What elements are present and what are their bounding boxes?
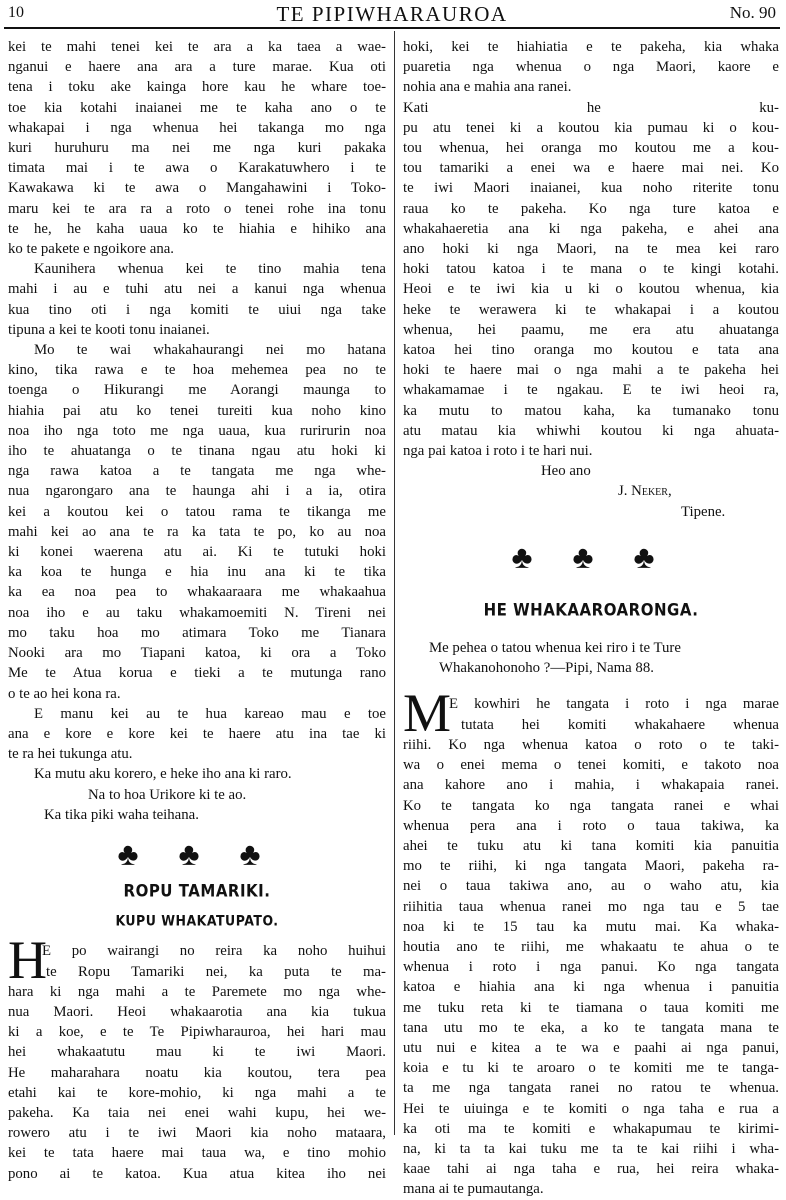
text-line: toe kia kotahi inaianei me te kaha ano o te: [8, 99, 386, 116]
text-line: kaae tahi ai nga taha e rua, hei reira whaka-: [403, 1161, 779, 1178]
text-line: kino, tika rawa e te hoa mehemea pea no te: [8, 362, 386, 379]
text-line: mahi kei ao ana te ra ka tata te po, ko au noa: [8, 523, 386, 540]
text-line: ko te pakete e ngoikore ana.: [8, 241, 174, 258]
column-divider: [394, 31, 395, 1135]
text-line: o te ao hei kona ra.: [8, 685, 121, 702]
text-line: ka ea noa pea to whakaaraara me whakaahua: [8, 584, 386, 601]
text-line: raua ko te pakeha. Ko nga ture katoa e: [403, 200, 779, 217]
text-line: hei whakaatutu mau ki te iwi Maori.: [8, 1044, 386, 1061]
epigraph-line-1: Me pehea o tatou whenua kei riro i te Ture: [429, 640, 681, 657]
section-heading-he-whakaaroaronga: HE WHAKAAROARONGA.: [483, 599, 699, 621]
text-line: te ra hei tukunga atu.: [8, 746, 133, 763]
page-number: 10: [8, 4, 24, 21]
text-line: ki a koe, e te Te Pipiwharauroa, hei hari mau: [8, 1024, 386, 1041]
closing-line-2: Na to hoa Urikore ki te ao.: [88, 786, 247, 803]
text-line: noa iho e au taku whakamoemiti N. Tireni nei: [8, 604, 386, 621]
text-line: kuri huruhuru ma nei me nga kuri pakaka: [8, 140, 386, 157]
text-line: atu matau kia whiwhi koutou ki nga ahuata-: [403, 422, 779, 439]
masthead-title: TE PIPIWHARAUROA: [276, 2, 508, 26]
right-paragraph-1-cont: [403, 98, 779, 462]
text-line: tou whenua, hei oranga mo koutou me a kou-: [403, 140, 779, 157]
signature-title: Tipene.: [681, 503, 726, 520]
club-ornament-icon: ♣ ♣ ♣: [117, 835, 277, 872]
text-line: me tuku reta ki te tiamana o taua komiti me: [403, 999, 779, 1016]
text-line: nua Maori. Heoi whakaarotia ana kia tukua: [8, 1003, 386, 1020]
text-line: riihitia taua whenua ranei mo nga tau e 5 tae: [403, 898, 779, 915]
text-line: ana kahore ano i mahia, i whakapaia ranei.: [403, 777, 779, 794]
text-line: whenua, hei paamu, me era atu ahuatanga: [403, 321, 779, 338]
text-line: utu nui e kitea a te wa e paahi ai nga panui,: [403, 1039, 779, 1056]
text-line: Kati he ku-: [403, 99, 779, 116]
text-line: mo te riihi, ki nga tangata Maori, pakeha ra-: [403, 858, 779, 875]
dropcap-letter: H: [8, 930, 47, 991]
closing-line-3: Ka tika piki waha teihana.: [44, 806, 199, 823]
right-paragraph-2: [403, 735, 779, 1200]
text-line: hoki tatou katoa i te mana o te kingi kotahi.: [403, 261, 779, 278]
text-line: Hei te uiuinga e te komiti o nga taha e rua a: [403, 1100, 779, 1117]
dropcap-letter: M: [403, 683, 452, 744]
right-paragraph-1: [403, 37, 779, 98]
text-line: ta me nga tangata ranei no ratou te whenua.: [403, 1080, 779, 1097]
epigraph-line-2: Whakanohonoho ?—Pipi, Nama 88.: [439, 660, 654, 677]
text-line: Kaunihera whenua kei te tino mahia tena: [34, 261, 386, 278]
section-heading-ropu-tamariki: ROPU TAMARIKI.: [123, 880, 271, 902]
text-line: nei o taua takiwa ano, au o waho atu, kia: [403, 878, 779, 895]
text-line: maru kei te ara ra a roto o tenei rohe ina tonu: [8, 200, 386, 217]
text-line: wa o enei mema o tenei komiti, e takoto noa: [403, 757, 779, 774]
text-line: ahei te tuku atu ki tana komiti kia panuitia: [403, 837, 779, 854]
text-line: Me te Atua korua e tieki a te mutunga rano: [8, 665, 386, 682]
text-line: na, ki ta ta kai tuku me ta te kai riihi i wha-: [403, 1140, 779, 1157]
text-line: puaretia nga whenua o nga Maori, kaore e: [403, 59, 779, 76]
text-line: tena i toku ake kainga hore kau he whare toe-: [8, 79, 386, 96]
dropcap-line-1: E po wairangi no reira ka noho huihui: [42, 943, 386, 960]
left-paragraph-3: [8, 340, 386, 704]
right-column: [403, 37, 779, 1200]
header-rule: [4, 27, 780, 29]
text-line: whakahaeretia ana ki nga pakeha, e ahei ana: [403, 220, 779, 237]
text-line: hoki te haere mai o nga mahi a te pakeha hei: [403, 362, 779, 379]
text-line: nua ngarongaro ana te haunga ahi i a ia, otira: [8, 483, 386, 500]
text-line: Ko te tangata ko nga tangata ranei e whai: [403, 797, 779, 814]
text-line: ka koa te hunga e hia inu ana ki te tika: [8, 564, 386, 581]
text-line: nga pai katoa i roto i te hari nui.: [403, 443, 593, 460]
text-line: nohia ana e mahia ana ranei.: [403, 79, 572, 96]
left-paragraph-5: [8, 982, 386, 1184]
text-line: pu atu tenei ki a koutou kia pumau ki o kou-: [403, 119, 779, 136]
text-line: kei te mahi tenei kei te ara a ka taea a wae-: [8, 39, 386, 55]
dropcap-line-2: tutata hei komiti whakahaere whenua: [461, 716, 779, 733]
text-line: katoa hei tino oranga mo koutou e tata ana: [403, 342, 779, 359]
text-line: ka mutu to matou kaha, ka tumanako tonu: [403, 402, 779, 419]
issue-number: No. 90: [729, 3, 776, 22]
text-line: ki konei waerena atu ai. Ki te tutuki hoki: [8, 544, 386, 561]
text-line: houtia ano te riihi, me whakaatu te ahua o te: [403, 938, 779, 955]
text-line: ana e kore e kore kei te haere atu ina tae ki: [8, 725, 386, 742]
club-ornament-icon: ♣ ♣ ♣: [511, 538, 671, 575]
text-line: noa iho nga toto me nga uaua, kua rurirurin noa: [8, 422, 386, 439]
text-line: nga rawa katoa a te tangata me nga whe-: [8, 463, 386, 480]
text-line: hara ki nga mahi a te Paremete mo nga whe-: [8, 983, 386, 1000]
text-line: katoa e hiahia ana ki nga whenua i panuitia: [403, 979, 779, 996]
text-line: ka oti ma te komiti e whakapumau te kirimi-: [403, 1120, 779, 1137]
text-line: tipuna a kei te kooti tonu inaianei.: [8, 321, 210, 338]
dropcap-paragraph-left: [8, 930, 386, 991]
text-line: whenua i roto i nga panui. Ko nga tangata: [403, 959, 779, 976]
text-line: tou tamariki a enei wa e haere mai nei. Ko: [403, 160, 779, 177]
closing-line-1: Ka mutu aku korero, e heke iho ana ki raro.: [34, 766, 292, 783]
text-line: E manu kei au te hua kareao mau e toe: [34, 705, 386, 722]
text-line: iho te ahuatanga o te tinana ngau atu hoki ki: [8, 443, 386, 460]
text-line: etahi kai te kore-mohio, ki nga mahi a te: [8, 1084, 386, 1101]
text-line: te iwi Maori inaianei, kua noho riterite tonu: [403, 180, 779, 197]
text-line: whakamamae i te ngakau. E te iwi heoi ra,: [403, 382, 779, 399]
dropcap-line-1: E kowhiri he tangata i roto i nga marae: [449, 696, 779, 713]
signature-name: J. Neker,: [618, 483, 672, 500]
text-line: hiahia pai atu ko tenei tureiti kua noho kino: [8, 402, 386, 419]
text-line: Nooki ara mo Tiapani katoa, ki ora a Toko: [8, 645, 386, 662]
text-line: heke te werawera ki te whakapai i a koutou: [403, 301, 779, 318]
left-paragraph-2: [8, 259, 386, 340]
text-line: kua tino oti i nga komiti te uiui nga take: [8, 301, 386, 318]
text-line: Kawakawa ki te awa o Mangahawini i Toko-: [8, 180, 386, 197]
page-header: [6, 2, 778, 26]
text-line: hoki, kei te hiahiatia e te pakeha, kia whaka: [403, 39, 779, 55]
dropcap-line-2: te Ropu Tamariki nei, ka puta te ma-: [46, 963, 386, 980]
text-line: noa ki te 15 tau ka mutu mai. Ka whaka-: [403, 918, 779, 935]
text-line: mana ai te pumautanga.: [403, 1181, 544, 1198]
text-line: mo taku hoa mo atimara Toko me Tianara: [8, 624, 386, 641]
text-line: whakapai i nga whenua hei takanga mo nga: [8, 119, 386, 136]
section-subheading-kupu-whakatupato: KUPU WHAKATUPATO.: [115, 912, 279, 929]
text-line: mahi i au e tuhi atu nei a kanui nga whenua: [8, 281, 386, 298]
text-line: kei te tata haere mai taua wa, e tino mohio: [8, 1145, 386, 1162]
text-line: koia e tu ki te aroaro o te komiti me te tanga-: [403, 1060, 779, 1077]
text-line: te he, he kaha uaua ko te hiahia e hihiko ana: [8, 220, 386, 237]
text-line: pono ai te katoa. Kua atua kitea iho nei: [8, 1165, 386, 1182]
left-paragraph-4: [8, 704, 386, 765]
left-column: [8, 37, 386, 1184]
text-line: timata mai i te awa o Karakatuwhero i te: [8, 160, 386, 177]
text-line: whenua pera ana i roto o taua takiwa, ka: [403, 817, 779, 834]
text-line: ano hoki ki nga Maori, na te mea kei raro: [403, 241, 779, 258]
text-line: tana utu mo te eka, a ko te tangata mana te: [403, 1019, 779, 1036]
text-line: kei a koutou kei o tatou rama te tikanga me: [8, 503, 386, 520]
signoff: Heo ano: [541, 463, 591, 480]
text-line: Mo te wai whakahaurangi nei mo hatana: [34, 342, 386, 359]
text-line: toenga o Hikurangi me Aorangi maunga to: [8, 382, 386, 399]
text-line: He maharahara noatu kia koutou, tera pea: [8, 1064, 386, 1081]
text-line: nganui e haere ana ara a ture marae. Kua oti: [8, 59, 386, 76]
left-paragraph-1: [8, 37, 386, 259]
text-line: Heoi e te iwi kia u ki o koutou whenua, kia: [403, 281, 779, 298]
text-line: riihi. Ko nga whenua katoa o roto o te taki-: [403, 736, 779, 753]
dropcap-paragraph-right: [403, 683, 779, 744]
text-line: rowero atu i te iwi Maori kia noho mataara,: [8, 1125, 386, 1142]
text-line: pakeha. Ka taia nei enei wahi kupu, hei we-: [8, 1104, 386, 1121]
